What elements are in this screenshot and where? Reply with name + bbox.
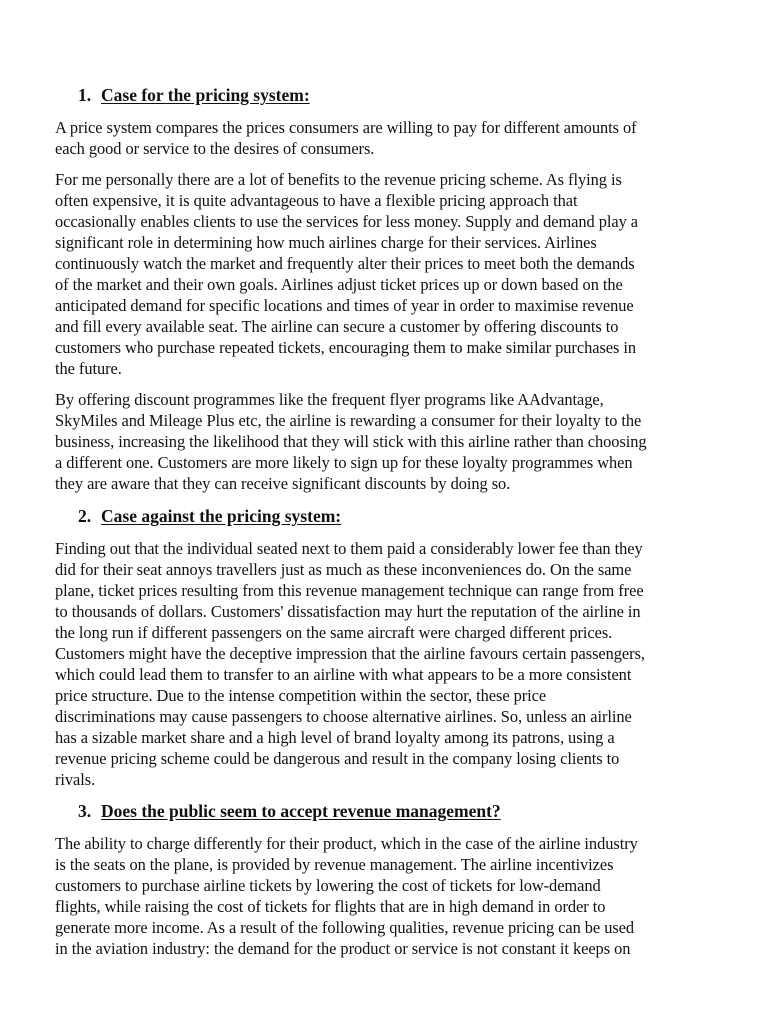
text-line: For me personally there are a lot of benefits to the revenue pricing scheme. As flying is xyxy=(55,170,622,189)
text-line: continuously watch the market and frequently alter their prices to meet both the demands xyxy=(55,254,635,273)
section-title: Case for the pricing system: xyxy=(101,85,310,105)
text-line: anticipated demand for specific locations and times of year in order to maximise revenue xyxy=(55,296,634,315)
text-line: Customers might have the deceptive impression that the airline favours certain passengers, xyxy=(55,644,645,663)
text-line: of the market and their own goals. Airlines adjust ticket prices up or down based on the xyxy=(55,275,623,294)
paragraph xyxy=(55,117,715,159)
section-case-for xyxy=(55,84,715,494)
text-line: has a sizable market share and a high level of brand loyalty among its patrons, using a xyxy=(55,728,615,747)
text-line: and fill every available seat. The airline can secure a customer by offering discounts to xyxy=(55,317,619,336)
text-line: the future. xyxy=(55,359,122,378)
paragraph xyxy=(55,538,715,790)
section-heading xyxy=(55,84,715,106)
text-line: generate more income. As a result of the following qualities, revenue pricing can be used xyxy=(55,918,635,937)
text-line: each good or service to the desires of consumers. xyxy=(55,139,375,158)
text-line: often expensive, it is quite advantageous to have a flexible pricing approach that xyxy=(55,191,578,210)
text-line: in the aviation industry: the demand for the product or service is not constant it keeps on xyxy=(55,939,631,958)
text-line: to thousands of dollars. Customers' dissatisfaction may hurt the reputation of the airline in xyxy=(55,602,641,621)
text-line: price structure. Due to the intense competition within the sector, these price xyxy=(55,686,547,705)
text-line: significant role in determining how much airlines charge for their services. Airlines xyxy=(55,233,597,252)
text-line: a different one. Customers are more likely to sign up for these loyalty programmes when xyxy=(55,453,633,472)
text-line: A price system compares the prices consumers are willing to pay for different amounts of xyxy=(55,118,637,137)
text-line: The ability to charge differently for their product, which in the case of the airline industry xyxy=(55,834,638,853)
text-line: occasionally enables clients to use the services for less money. Supply and demand play a xyxy=(55,212,639,231)
text-line: customers to purchase airline tickets by lowering the cost of tickets for low-demand xyxy=(55,876,601,895)
section-heading xyxy=(55,800,715,822)
section-number: 1. xyxy=(78,85,92,105)
text-line: which could lead them to transfer to an airline with what appears to be a more consistent xyxy=(55,665,632,684)
text-line: SkyMiles and Mileage Plus etc, the airline is rewarding a consumer for their loyalty to the xyxy=(55,411,642,430)
text-line: discriminations may cause passengers to choose alternative airlines. So, unless an airline xyxy=(55,707,632,726)
text-line: did for their seat annoys travellers just as much as these inconveniences do. On the same xyxy=(55,560,632,579)
section-title: Case against the pricing system: xyxy=(101,506,342,526)
section-heading xyxy=(55,505,715,527)
text-line: plane, ticket prices resulting from this revenue management technique can range from free xyxy=(55,581,644,600)
section-number: 3. xyxy=(78,801,92,821)
text-line: Finding out that the individual seated next to them paid a considerably lower fee than they xyxy=(55,539,643,558)
text-line: business, increasing the likelihood that they will stick with this airline rather than choosing xyxy=(55,432,647,451)
section-title: Does the public seem to accept revenue management? xyxy=(101,801,501,821)
paragraph xyxy=(55,169,715,379)
text-line: the long run if different passengers on the same aircraft were charged different prices. xyxy=(55,623,613,642)
text-line: By offering discount programmes like the frequent flyer programs like AAdvantage, xyxy=(55,390,604,409)
section-case-against xyxy=(55,505,715,790)
text-line: they are aware that they can receive significant discounts by doing so. xyxy=(55,474,511,493)
text-line: is the seats on the plane, is provided by revenue management. The airline incentivizes xyxy=(55,855,614,874)
text-line: customers who purchase repeated tickets, encouraging them to make similar purchases in xyxy=(55,338,637,357)
text-line: rivals. xyxy=(55,770,96,789)
section-public-acceptance xyxy=(55,800,715,959)
paragraph xyxy=(55,833,715,959)
paragraph xyxy=(55,389,715,494)
section-number: 2. xyxy=(78,506,92,526)
text-line: revenue pricing scheme could be dangerous and result in the company losing clients to xyxy=(55,749,620,768)
text-line: flights, while raising the cost of tickets for flights that are in high demand in order to xyxy=(55,897,606,916)
